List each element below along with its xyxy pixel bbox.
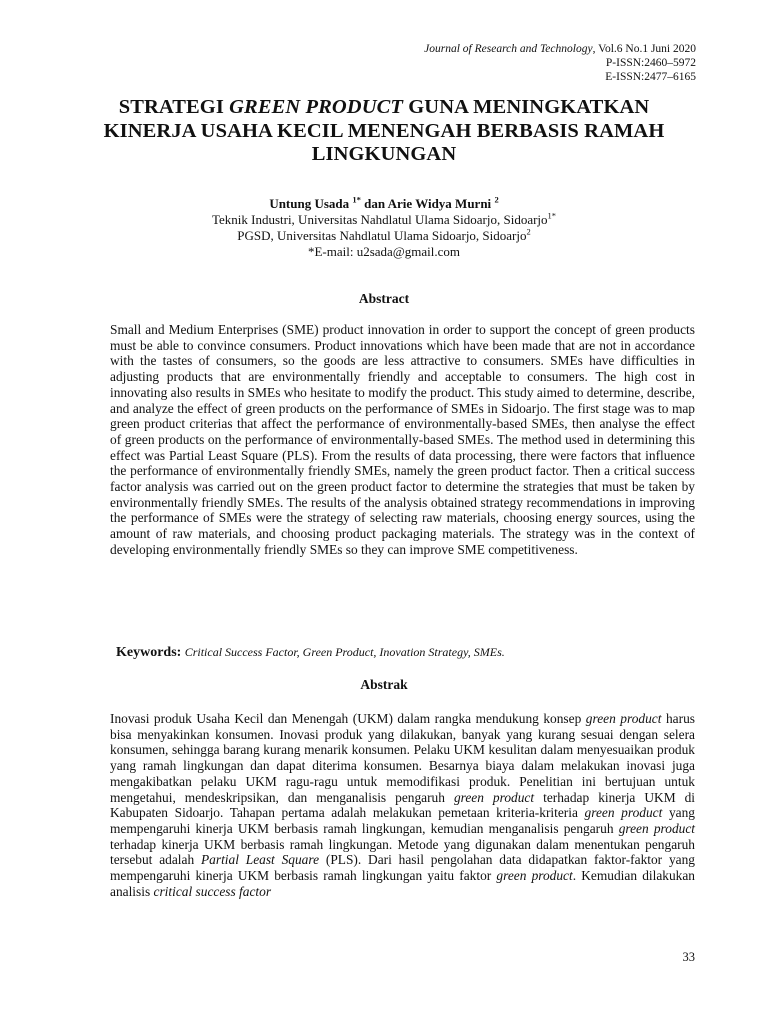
author-block [70, 196, 698, 260]
author-1-marker: 1* [352, 194, 361, 205]
journal-citation-line [424, 42, 696, 56]
abstrak-italic-term: critical success factor [153, 883, 272, 899]
abstrak-italic-term: green product [618, 820, 695, 836]
paper-title [70, 96, 698, 167]
journal-header [424, 42, 696, 84]
abstrak-text: yang mempengaruhi kinerja UKM berbasis ramah lingkungan, kemudian menganalisis pengaruh [110, 805, 695, 836]
title-italic: GREEN PRODUCT [229, 96, 404, 118]
abstrak-italic-term: green product [496, 868, 573, 884]
abstrak-text: Inovasi produk Usaha Kecil dan Menengah (UKM) dalam rangka mendukung konsep [110, 711, 586, 726]
author-1: Untung Usada [269, 196, 353, 211]
abstrak-text: terhadap kinerja UKM di Kabupaten Sidoarjo. Tahapan pertama adalah melakukan pemetaan kriteria-kriteria [110, 789, 696, 821]
abstrak-text: (PLS). Dari hasil pengolahan data didapatkan faktor-faktor yang mempengaruhi kinerja UKM berbasis ramah lingkungan yaitu faktor [110, 852, 695, 884]
author-2-marker: 2 [494, 194, 499, 205]
journal-name: Journal of Research and Technology [424, 43, 593, 55]
title-part-2: GUNA MENINGKATKAN KINERJA USAHA KECIL MENENGAH BERBASIS RAMAH LINGKUNGAN [103, 96, 665, 165]
abstrak-text: harus bisa menyakinkan konsumen. Inovasi produk yang dilakukan, banyak yang kurang sesuai dengan selera konsumen, sehingga barang kurang menarik konsumen. Pelaku UKM kesulitan dalam menyesuaikan produk yang ramah lingkungan dan dapat diterima konsumen. Besarnya biaya dalam melakukan inovasi juga mengakibatkan pelaku UKM ragu-ragu untuk memodifikasi produk. Penelitian ini bertujuan untuk mengetahui, mendeskripsikan, dan menganalisis pengaruh [110, 711, 695, 805]
affiliation-1 [70, 212, 698, 228]
abstrak-body [110, 711, 695, 899]
affiliation-1-marker: 1* [547, 210, 557, 221]
abstract-body: Small and Medium Enterprises (SME) product innovation in order to support the concept of green products must be able to convince consumers. Product innovations which have been made that are not in accordance with the tastes of consumers, so the goods are less attractive to consumers. SMEs have difficulties in adjusting products that are environmentally friendly and acceptable to consumers. The high cost in innovating also results in SMEs who hesitate to modify the product. This study aimed to determine, describe, and analyze the effect of green products on the performance of SMEs in Sidoarjo. The first stage was to map green product criterias that affect the performance of environmentally-based SMEs, then analyse the effect of green products on the performance of environmentally-based SMEs. The method used in determining this effect was Partial Least Square (PLS). From the results of data processing, there were factors that influence the performance of environmentally friendly SMEs, namely the green product factor. Then a critical success factor analysis was carried out on the green product factor to determine the strategies that must be taken by environmentally friendly SMEs. The results of the analysis obtained strategy recommendations in improving the performance of SMEs were the strategy of selecting raw materials, choosing energy sources, using the amount of raw materials, and choosing product packaging materials. The strategy was in the context of developing environmentally friendly SMEs so they can improve SME competitiveness. [110, 322, 695, 557]
author-email: *E-mail: u2sada@gmail.com [307, 244, 461, 259]
abstrak-text: . Kemudian dilakukan analisis [110, 868, 695, 899]
abstrak-italic-term: green product [453, 789, 535, 805]
affiliation-2-marker: 2 [526, 226, 531, 237]
abstrak-italic-term: green product [584, 805, 663, 821]
keywords-text: Critical Success Factor, Green Product, Inovation Strategy, SMEs. [184, 645, 505, 659]
abstract-heading: Abstract [358, 291, 410, 306]
keywords-line [116, 644, 505, 661]
page-number: 33 [682, 950, 695, 964]
abstrak-heading: Abstrak [360, 677, 408, 692]
affiliation-2-text: PGSD, Universitas Nahdlatul Ulama Sidoarjo, Sidoarjo [237, 228, 527, 243]
abstrak-italic-term: Partial Least Square [200, 852, 320, 868]
title-part-1: STRATEGI [118, 96, 230, 118]
affiliation-1-text: Teknik Industri, Universitas Nahdlatul Ulama Sidoarjo, Sidoarjo [211, 212, 548, 227]
journal-volume: , Vol.6 No.1 Juni 2020 [592, 43, 696, 55]
print-issn: P-ISSN:2460–5972 [605, 57, 696, 69]
abstrak-italic-term: green product [585, 711, 662, 726]
keywords-label: Keywords: [116, 645, 182, 660]
affiliation-2 [70, 228, 698, 244]
electronic-issn: E-ISSN:2477–6165 [605, 71, 696, 83]
author-connector: dan Arie Widya Murni [360, 196, 495, 211]
abstrak-text: terhadap kinerja UKM berbasis ramah lingkungan. Metode yang digunakan dalam menentukan pengaruh tersebut adalah [110, 836, 695, 868]
author-names [70, 196, 698, 212]
